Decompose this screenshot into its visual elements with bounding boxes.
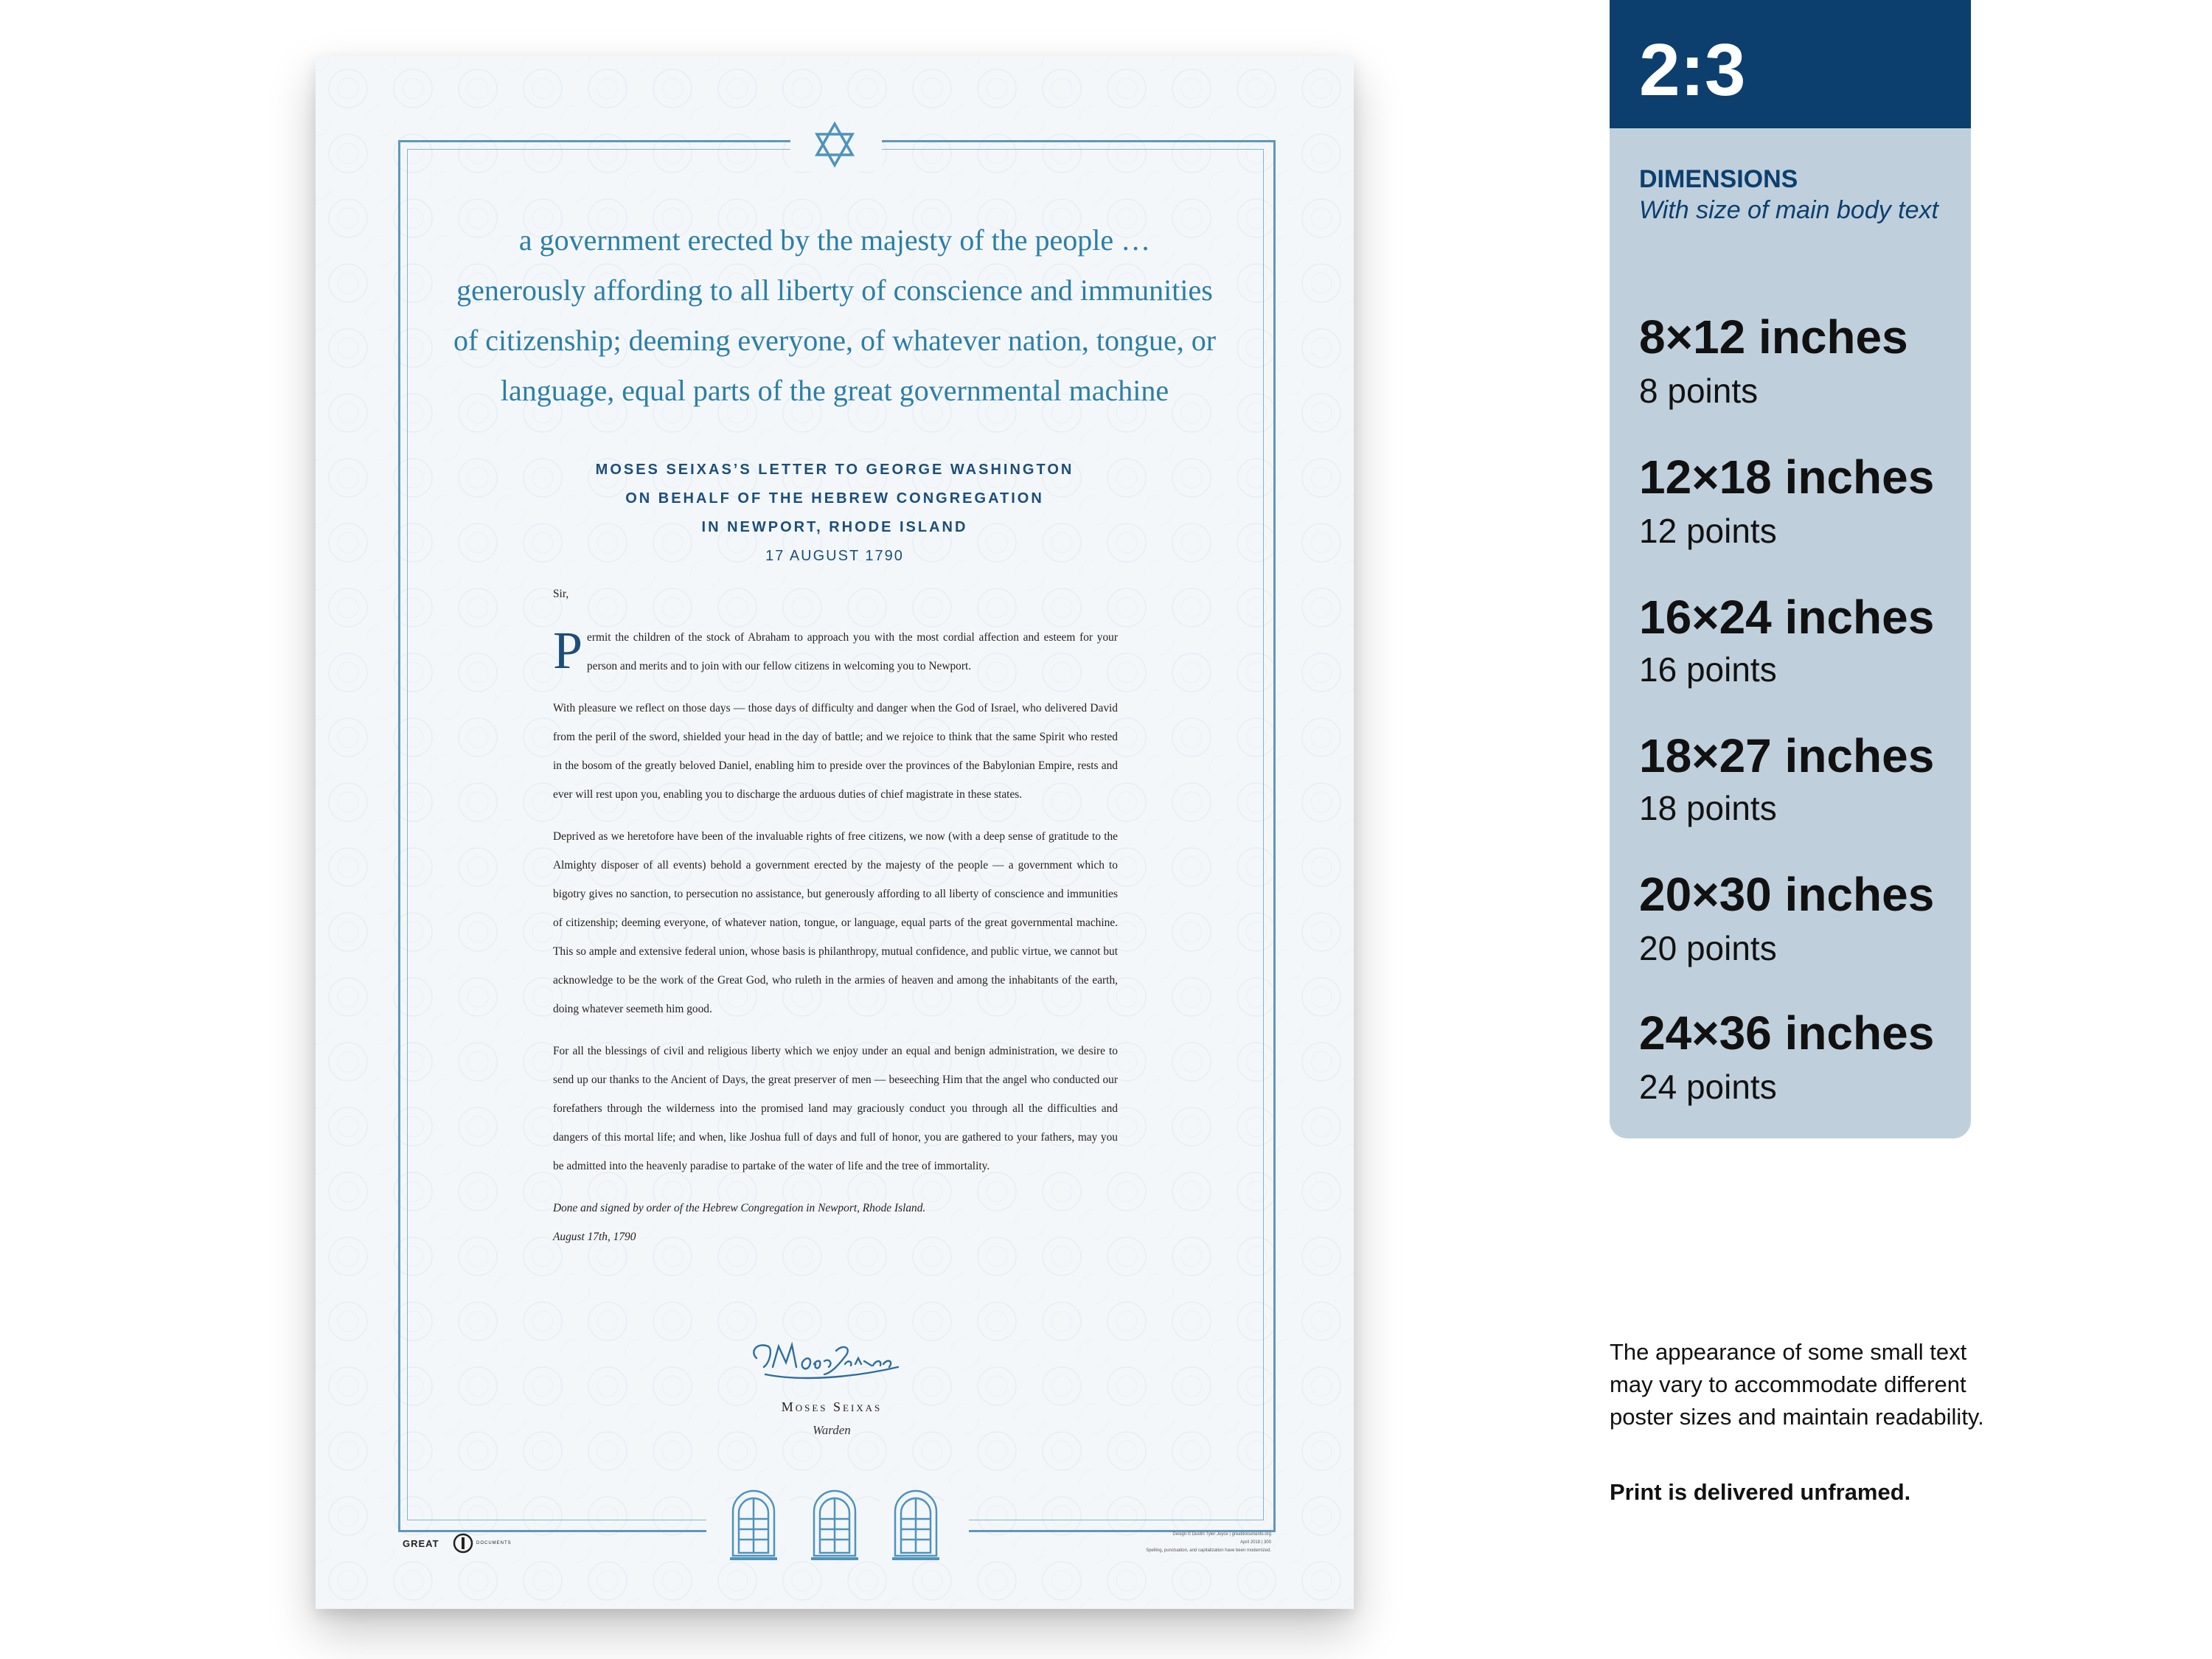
size-option: 24×36 inches	[1639, 1006, 1935, 1060]
size-points: 12 points	[1639, 512, 1777, 550]
size-option: 20×30 inches	[1639, 868, 1935, 921]
signer-office: Warden	[813, 1423, 851, 1437]
aspect-ratio: 2:3	[1639, 29, 1746, 111]
paragraph	[553, 623, 1118, 681]
caption-line: MOSES SEIXAS’S LETTER TO GEORGE WASHINGTON	[595, 462, 1074, 478]
credit-line: April 2018 | 300	[1240, 1540, 1271, 1545]
size-points: 18 points	[1639, 789, 1777, 827]
quote-line: of citizenship; deeming everyone, of whatever nation, tongue, or	[453, 324, 1217, 357]
signer-name: Moses Seixas	[781, 1399, 883, 1414]
size-points: 24 points	[1639, 1068, 1777, 1106]
paragraph: For all the blessings of civil and religious liberty which we enjoy under an equal and benign administration, we desire to send up our thanks to the Ancient of Days, the great preserver of men — beseeching Him that the angel who conducted our forefathers through the wilderness into the promised land may graciously conduct you through all the difficulties and dangers of this mortal life; and when, like Joshua full of days and full of honor, you are gathered to your fathers, may you be admitted into the heavenly paradise to partake of the water of life and the tree of immortality.	[553, 1045, 1118, 1172]
great-documents-logo-icon	[453, 1533, 473, 1554]
caption-line: IN NEWPORT, RHODE ISLAND	[701, 519, 968, 535]
design-credit	[1119, 1531, 1271, 1555]
paragraph-text: ermit the children of the stock of Abraham to approach you with the most cordial affection and esteem for your person and merits and to join with our fellow citizens in welcoming you to Newport.	[587, 631, 1118, 672]
size-disclaimer: The appearance of some small text may vary to accommodate different poster sizes and maintain readability.	[1610, 1339, 1984, 1430]
drop-cap: P	[553, 621, 583, 680]
document-caption	[537, 456, 1133, 571]
quote-line: a government erected by the majesty of the people …	[518, 223, 1151, 257]
logo-subtext: DOCUMENTS	[476, 1541, 512, 1545]
dimensions-title: DIMENSIONS	[1639, 165, 1798, 193]
size-points: 20 points	[1639, 929, 1777, 967]
size-option: 16×24 inches	[1639, 591, 1935, 644]
letter-body	[553, 580, 1118, 1251]
poster	[316, 56, 1354, 1609]
size-points: 8 points	[1639, 372, 1759, 410]
closing-date: August 17th, 1790	[553, 1231, 636, 1243]
panel-header	[1610, 0, 1971, 128]
size-option: 8×12 inches	[1639, 310, 1908, 364]
paragraph: With pleasure we reflect on those days — those days of difficulty and danger when the God of Israel, who delivered David from the peril of the sword, shielded your head in the day of battle; and we rejoice to think that the same Spirit who rested in the bosom of the greatly beloved Daniel, enabling him to preside over the provinces of the Babylonian Empire, rests and ever will rest upon you, enabling you to discharge the arduous duties of chief magistrate in these states.	[553, 702, 1118, 801]
credit-line: Spelling, punctuation, and capitalization have been modernized.	[1146, 1548, 1271, 1553]
credit-line: Design © Dustin Tyler Joyce | greatdocuments.org	[1172, 1532, 1271, 1537]
salutation: Sir,	[553, 588, 569, 600]
size-option: 18×27 inches	[1639, 729, 1935, 782]
dimensions-panel	[1610, 0, 1971, 1138]
size-option: 12×18 inches	[1639, 451, 1935, 504]
quote-line: generously affording to all liberty of conscience and immunities	[456, 274, 1213, 307]
arched-windows-icon	[730, 1482, 944, 1562]
signature	[743, 1329, 920, 1395]
dimensions-subtitle: With size of main body text	[1639, 196, 1938, 224]
logo-wordmark: GREAT	[403, 1538, 439, 1549]
paragraph: Deprived as we heretofore have been of the invaluable rights of free citizens, we now (with a deep sense of gratitude to the Almighty disposer of all events) behold a government erected by the majesty of the people — a government which to bigotry gives no sanction, to persecution no assistance, but generously affording to all liberty of conscience and immunities of citizenship; deeming everyone, of whatever nation, tongue, or language, equal parts of the great governmental machine. This so ample and extensive federal union, whose basis is philanthropy, mutual confidence, and public virtue, we cannot but acknowledge to be the work of the Great God, who ruleth in the armies of heaven and among the inhabitants of the earth, doing whatever seemeth him good.	[553, 830, 1118, 1015]
print-delivery-note: Print is delivered unframed.	[1610, 1479, 1911, 1505]
caption-date: 17 AUGUST 1790	[765, 548, 904, 564]
pull-quote	[441, 215, 1228, 416]
closing-line: Done and signed by order of the Hebrew Congregation in Newport, Rhode Island.	[553, 1202, 926, 1214]
caption-line: ON BEHALF OF THE HEBREW CONGREGATION	[625, 490, 1044, 507]
star-of-david-icon	[810, 119, 860, 170]
size-points: 16 points	[1639, 650, 1777, 689]
quote-line: language, equal parts of the great governmental machine	[500, 374, 1169, 407]
